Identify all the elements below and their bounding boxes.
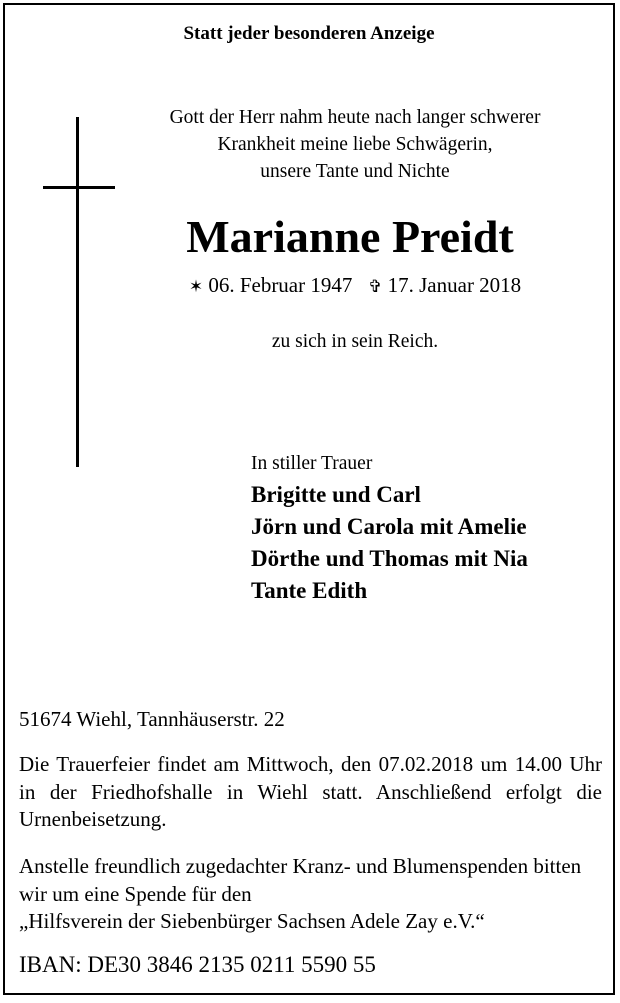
mourners-label: In stiller Trauer — [251, 453, 373, 474]
donation-text: Anstelle freundlich zugedachter Kranz- und Blumenspenden bitten wir um eine Spende für den — [19, 854, 582, 906]
deceased-name: Marianne Preidt — [186, 211, 514, 262]
donation-organization: „Hilfsverein der Siebenbürger Sachsen Adele Zay e.V.“ — [19, 909, 485, 933]
intro-text — [105, 104, 605, 185]
donation-request — [19, 853, 602, 936]
cross-icon — [76, 117, 79, 467]
mourner-name: Jörn und Carola mit Amelie — [251, 514, 527, 539]
cross-death-icon: ✞ — [368, 277, 383, 297]
death-date: 17. Januar 2018 — [387, 273, 522, 297]
closing-line: zu sich in sein Reich. — [271, 331, 439, 352]
funeral-notice: Die Trauerfeier findet am Mittwoch, den 07.02.2018 um 14.00 Uhr in der Friedhofshalle in Wiehl statt. Anschließend erfolgt die Urnenbeisetzung. — [19, 752, 602, 831]
address: 51674 Wiehl, Tannhäuserstr. 22 — [19, 707, 285, 731]
intro-line: unsere Tante und Nichte — [260, 161, 450, 182]
cross-icon-bar — [43, 186, 115, 189]
mourner-name: Dörthe und Thomas mit Nia — [251, 546, 528, 571]
notice-header: Statt jeder besonderen Anzeige — [183, 23, 435, 44]
iban: IBAN: DE30 3846 2135 0211 5590 55 — [19, 952, 376, 977]
mourners-list — [251, 479, 528, 607]
intro-line: Gott der Herr nahm heute nach langer schwerer — [169, 107, 541, 128]
life-dates — [105, 271, 605, 301]
intro-line: Krankheit meine liebe Schwägerin, — [217, 134, 493, 155]
star-icon: ✶ — [188, 277, 204, 297]
obituary-notice — [3, 3, 615, 995]
mourner-name: Tante Edith — [251, 578, 368, 603]
birth-date: 06. Februar 1947 — [208, 273, 353, 297]
mourner-name: Brigitte und Carl — [251, 482, 421, 507]
